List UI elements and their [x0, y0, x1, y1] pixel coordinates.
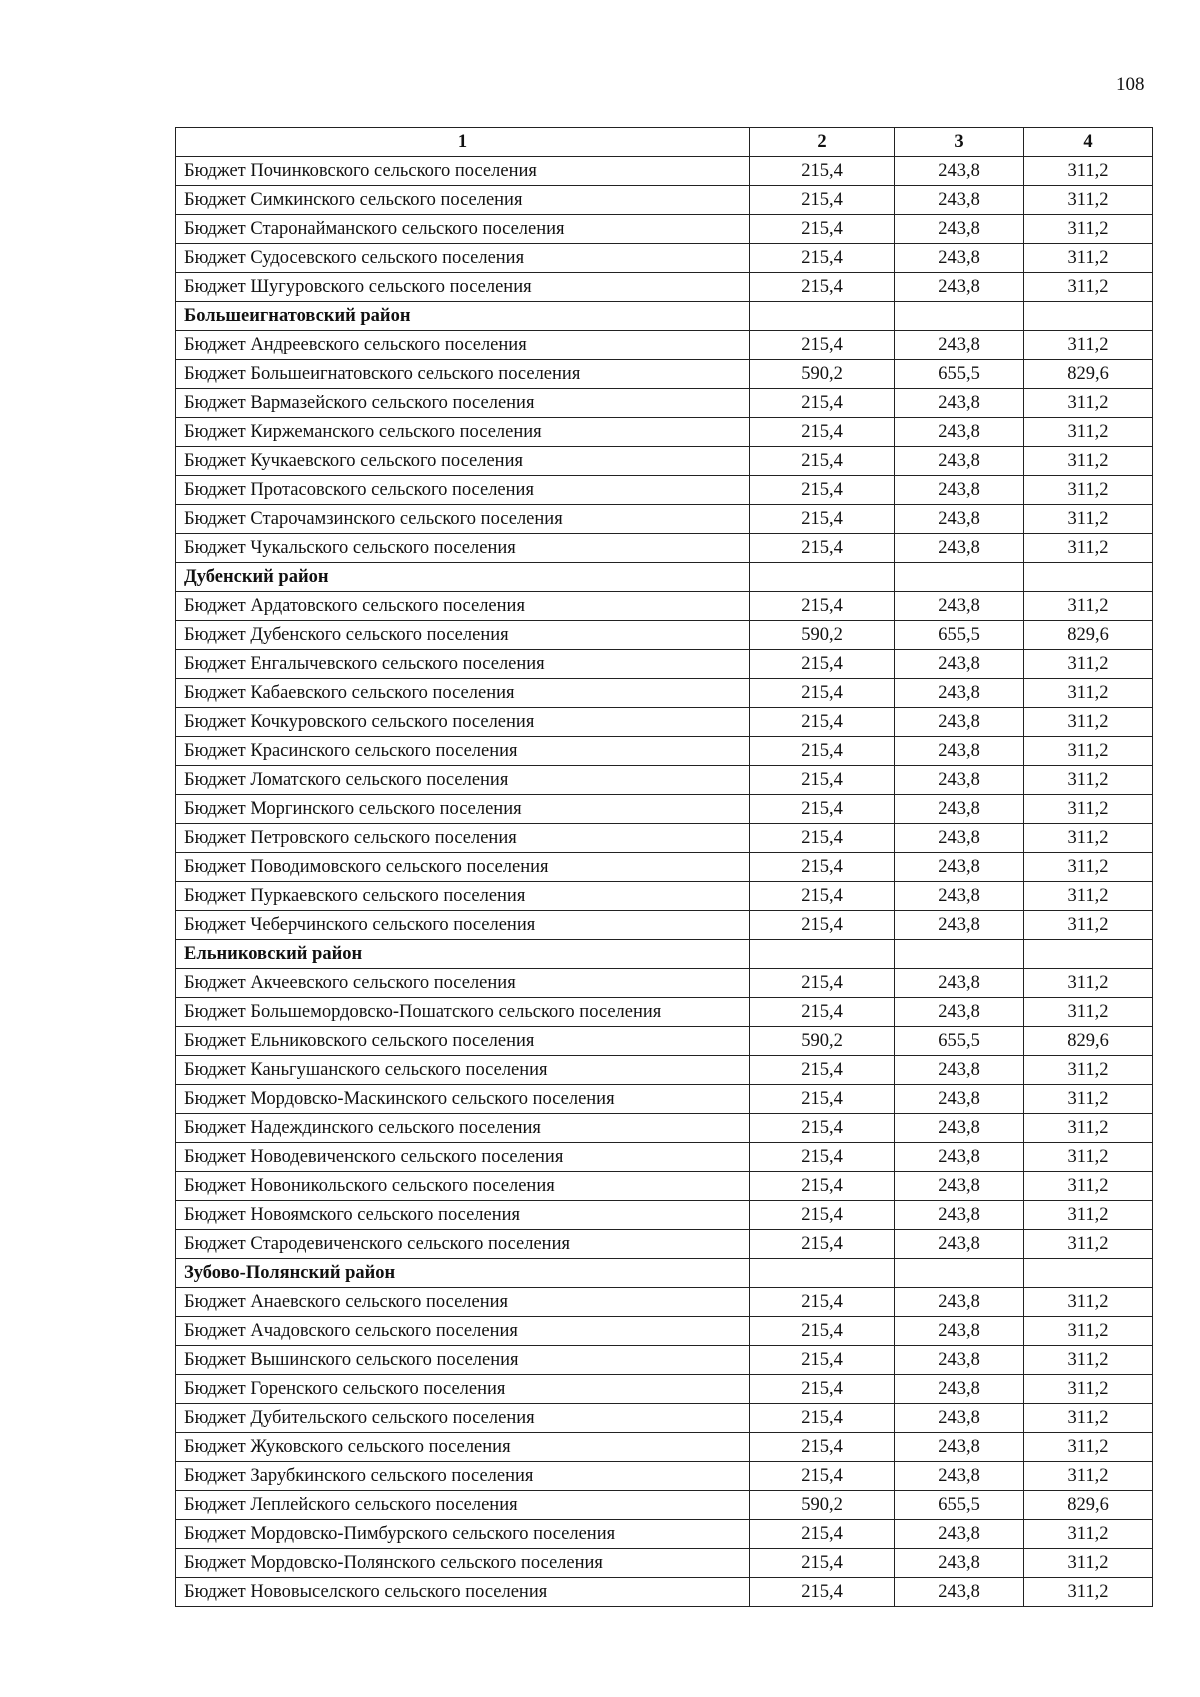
settlement-name-cell: Бюджет Киржеманского сельского поселения — [176, 418, 750, 447]
table-row — [176, 157, 1153, 186]
value-cell-col2: 215,4 — [750, 1433, 895, 1462]
value-cell-col2: 215,4 — [750, 969, 895, 998]
table-row — [176, 1056, 1153, 1085]
value-cell-col4: 311,2 — [1024, 679, 1153, 708]
settlement-name-cell: Бюджет Ломатского сельского поселения — [176, 766, 750, 795]
value-cell-col2: 215,4 — [750, 1549, 895, 1578]
value-cell-col4: 311,2 — [1024, 534, 1153, 563]
value-cell-col3: 243,8 — [895, 1201, 1024, 1230]
value-cell-col3: 243,8 — [895, 708, 1024, 737]
value-cell-col3: 243,8 — [895, 1114, 1024, 1143]
settlement-name-cell: Бюджет Моргинского сельского поселения — [176, 795, 750, 824]
value-cell-col4: 311,2 — [1024, 1230, 1153, 1259]
value-cell-col3: 243,8 — [895, 737, 1024, 766]
value-cell-col4: 311,2 — [1024, 1375, 1153, 1404]
value-cell-col2: 215,4 — [750, 331, 895, 360]
column-header-2: 2 — [750, 128, 895, 157]
value-cell-col4: 311,2 — [1024, 1172, 1153, 1201]
settlement-name-cell: Бюджет Мордовско-Маскинского сельского поселения — [176, 1085, 750, 1114]
value-cell-col4: 311,2 — [1024, 1549, 1153, 1578]
value-cell-col4: 311,2 — [1024, 1201, 1153, 1230]
value-cell-col2: 215,4 — [750, 1346, 895, 1375]
value-cell-col2: 215,4 — [750, 447, 895, 476]
settlement-name-cell: Бюджет Андреевского сельского поселения — [176, 331, 750, 360]
value-cell-col4: 311,2 — [1024, 650, 1153, 679]
value-cell-col3: 243,8 — [895, 1143, 1024, 1172]
column-header-4: 4 — [1024, 128, 1153, 157]
table-row — [176, 1491, 1153, 1520]
value-cell-col2: 215,4 — [750, 1114, 895, 1143]
value-cell-col2: 590,2 — [750, 360, 895, 389]
settlement-name-cell: Бюджет Починковского сельского поселения — [176, 157, 750, 186]
settlement-name-cell: Бюджет Кабаевского сельского поселения — [176, 679, 750, 708]
settlement-name-cell: Бюджет Вармазейского сельского поселения — [176, 389, 750, 418]
table-row — [176, 650, 1153, 679]
table-row — [176, 766, 1153, 795]
table-row — [176, 1375, 1153, 1404]
page-number: 108 — [1116, 74, 1145, 95]
table-row — [176, 592, 1153, 621]
value-cell-col2: 215,4 — [750, 592, 895, 621]
table-row — [176, 708, 1153, 737]
settlement-name-cell: Бюджет Красинского сельского поселения — [176, 737, 750, 766]
value-cell-col4: 311,2 — [1024, 1288, 1153, 1317]
table-row — [176, 1172, 1153, 1201]
district-heading-row — [176, 563, 1153, 592]
value-cell-col3: 243,8 — [895, 969, 1024, 998]
value-cell-col3: 243,8 — [895, 215, 1024, 244]
settlement-name-cell: Бюджет Протасовского сельского поселения — [176, 476, 750, 505]
table-row — [176, 795, 1153, 824]
settlement-name-cell: Бюджет Дубительского сельского поселения — [176, 1404, 750, 1433]
value-cell-col3: 243,8 — [895, 331, 1024, 360]
budget-table — [175, 127, 1153, 1607]
value-cell-col2: 215,4 — [750, 853, 895, 882]
settlement-name-cell: Бюджет Шугуровского сельского поселения — [176, 273, 750, 302]
district-name-cell: Зубово-Полянский район — [176, 1259, 750, 1288]
value-cell-col4: 311,2 — [1024, 1143, 1153, 1172]
value-cell-col2 — [750, 1259, 895, 1288]
value-cell-col4: 311,2 — [1024, 244, 1153, 273]
settlement-name-cell: Бюджет Дубенского сельского поселения — [176, 621, 750, 650]
district-name-cell: Ельниковский район — [176, 940, 750, 969]
value-cell-col2: 215,4 — [750, 824, 895, 853]
value-cell-col3: 243,8 — [895, 1375, 1024, 1404]
value-cell-col2: 215,4 — [750, 389, 895, 418]
value-cell-col2: 215,4 — [750, 882, 895, 911]
settlement-name-cell: Бюджет Вышинского сельского поселения — [176, 1346, 750, 1375]
district-heading-row — [176, 302, 1153, 331]
value-cell-col3: 243,8 — [895, 1346, 1024, 1375]
value-cell-col4: 311,2 — [1024, 505, 1153, 534]
value-cell-col3: 243,8 — [895, 592, 1024, 621]
value-cell-col4: 311,2 — [1024, 1114, 1153, 1143]
settlement-name-cell: Бюджет Анаевского сельского поселения — [176, 1288, 750, 1317]
value-cell-col4 — [1024, 1259, 1153, 1288]
value-cell-col2: 215,4 — [750, 708, 895, 737]
settlement-name-cell: Бюджет Нововыселского сельского поселения — [176, 1578, 750, 1607]
settlement-name-cell: Бюджет Мордовско-Пимбурского сельского поселения — [176, 1520, 750, 1549]
value-cell-col3: 243,8 — [895, 447, 1024, 476]
table-row — [176, 1230, 1153, 1259]
value-cell-col3: 243,8 — [895, 244, 1024, 273]
value-cell-col4: 311,2 — [1024, 418, 1153, 447]
value-cell-col3: 243,8 — [895, 505, 1024, 534]
settlement-name-cell: Бюджет Судосевского сельского поселения — [176, 244, 750, 273]
table-row — [176, 969, 1153, 998]
value-cell-col2 — [750, 302, 895, 331]
district-heading-row — [176, 1259, 1153, 1288]
table-row — [176, 1346, 1153, 1375]
value-cell-col2: 215,4 — [750, 1056, 895, 1085]
value-cell-col2: 215,4 — [750, 186, 895, 215]
value-cell-col3: 243,8 — [895, 853, 1024, 882]
settlement-name-cell: Бюджет Акчеевского сельского поселения — [176, 969, 750, 998]
value-cell-col2: 215,4 — [750, 679, 895, 708]
table-body — [176, 157, 1153, 1607]
table-row — [176, 534, 1153, 563]
settlement-name-cell: Бюджет Енгалычевского сельского поселения — [176, 650, 750, 679]
value-cell-col4 — [1024, 302, 1153, 331]
value-cell-col4 — [1024, 563, 1153, 592]
value-cell-col3 — [895, 563, 1024, 592]
table-row — [176, 1201, 1153, 1230]
table-row — [176, 998, 1153, 1027]
value-cell-col3: 243,8 — [895, 1230, 1024, 1259]
table-row — [176, 360, 1153, 389]
settlement-name-cell: Бюджет Старочамзинского сельского поселения — [176, 505, 750, 534]
table-row — [176, 447, 1153, 476]
value-cell-col4: 311,2 — [1024, 1578, 1153, 1607]
value-cell-col4: 311,2 — [1024, 215, 1153, 244]
value-cell-col3: 243,8 — [895, 273, 1024, 302]
settlement-name-cell: Бюджет Новодевиченского сельского поселения — [176, 1143, 750, 1172]
settlement-name-cell: Бюджет Кучкаевского сельского поселения — [176, 447, 750, 476]
settlement-name-cell: Бюджет Петровского сельского поселения — [176, 824, 750, 853]
table-row — [176, 418, 1153, 447]
value-cell-col2: 215,4 — [750, 215, 895, 244]
settlement-name-cell: Бюджет Большеигнатовского сельского поселения — [176, 360, 750, 389]
value-cell-col2 — [750, 940, 895, 969]
table-row — [176, 621, 1153, 650]
table-row — [176, 1288, 1153, 1317]
value-cell-col2 — [750, 563, 895, 592]
value-cell-col3: 243,8 — [895, 1520, 1024, 1549]
value-cell-col3: 243,8 — [895, 534, 1024, 563]
value-cell-col3: 243,8 — [895, 418, 1024, 447]
value-cell-col2: 215,4 — [750, 157, 895, 186]
value-cell-col2: 215,4 — [750, 1375, 895, 1404]
table-row — [176, 273, 1153, 302]
value-cell-col2: 215,4 — [750, 1462, 895, 1491]
value-cell-col2: 215,4 — [750, 737, 895, 766]
table-row — [176, 1143, 1153, 1172]
settlement-name-cell: Бюджет Симкинского сельского поселения — [176, 186, 750, 215]
value-cell-col3: 243,8 — [895, 1433, 1024, 1462]
table-row — [176, 882, 1153, 911]
settlement-name-cell: Бюджет Стародевиченского сельского поселения — [176, 1230, 750, 1259]
settlement-name-cell: Бюджет Новоямского сельского поселения — [176, 1201, 750, 1230]
table-row — [176, 1462, 1153, 1491]
value-cell-col4: 311,2 — [1024, 708, 1153, 737]
value-cell-col2: 215,4 — [750, 1143, 895, 1172]
value-cell-col4: 311,2 — [1024, 331, 1153, 360]
value-cell-col2: 215,4 — [750, 534, 895, 563]
settlement-name-cell: Бюджет Каньгушанского сельского поселения — [176, 1056, 750, 1085]
settlement-name-cell: Бюджет Горенского сельского поселения — [176, 1375, 750, 1404]
value-cell-col4: 311,2 — [1024, 824, 1153, 853]
value-cell-col3: 243,8 — [895, 650, 1024, 679]
settlement-name-cell: Бюджет Чеберчинского сельского поселения — [176, 911, 750, 940]
district-name-cell: Большеигнатовский район — [176, 302, 750, 331]
table-row — [176, 853, 1153, 882]
value-cell-col2: 215,4 — [750, 476, 895, 505]
value-cell-col4: 311,2 — [1024, 1056, 1153, 1085]
value-cell-col3: 243,8 — [895, 157, 1024, 186]
table-row — [176, 505, 1153, 534]
settlement-name-cell: Бюджет Поводимовского сельского поселения — [176, 853, 750, 882]
value-cell-col4: 311,2 — [1024, 853, 1153, 882]
value-cell-col3: 243,8 — [895, 389, 1024, 418]
value-cell-col2: 215,4 — [750, 273, 895, 302]
value-cell-col4: 311,2 — [1024, 1462, 1153, 1491]
value-cell-col3: 243,8 — [895, 795, 1024, 824]
table-row — [176, 389, 1153, 418]
table-row — [176, 331, 1153, 360]
table-row — [176, 737, 1153, 766]
value-cell-col4: 311,2 — [1024, 1346, 1153, 1375]
table-row — [176, 244, 1153, 273]
value-cell-col3: 655,5 — [895, 621, 1024, 650]
value-cell-col4: 829,6 — [1024, 621, 1153, 650]
value-cell-col4: 311,2 — [1024, 998, 1153, 1027]
table-row — [176, 1520, 1153, 1549]
table-row — [176, 1404, 1153, 1433]
value-cell-col4: 829,6 — [1024, 360, 1153, 389]
value-cell-col2: 215,4 — [750, 1230, 895, 1259]
settlement-name-cell: Бюджет Большемордовско-Пошатского сельского поселения — [176, 998, 750, 1027]
value-cell-col2: 215,4 — [750, 1317, 895, 1346]
table-row — [176, 1549, 1153, 1578]
settlement-name-cell: Бюджет Пуркаевского сельского поселения — [176, 882, 750, 911]
value-cell-col2: 215,4 — [750, 1288, 895, 1317]
value-cell-col2: 215,4 — [750, 1404, 895, 1433]
settlement-name-cell: Бюджет Ельниковского сельского поселения — [176, 1027, 750, 1056]
table-row — [176, 1433, 1153, 1462]
value-cell-col4: 829,6 — [1024, 1027, 1153, 1056]
settlement-name-cell: Бюджет Чукальского сельского поселения — [176, 534, 750, 563]
value-cell-col2: 590,2 — [750, 1027, 895, 1056]
value-cell-col3: 243,8 — [895, 766, 1024, 795]
value-cell-col4: 311,2 — [1024, 766, 1153, 795]
table-row — [176, 215, 1153, 244]
value-cell-col2: 215,4 — [750, 766, 895, 795]
value-cell-col3: 655,5 — [895, 360, 1024, 389]
value-cell-col3: 243,8 — [895, 1056, 1024, 1085]
value-cell-col2: 215,4 — [750, 1085, 895, 1114]
table-row — [176, 1027, 1153, 1056]
value-cell-col3: 243,8 — [895, 1462, 1024, 1491]
value-cell-col4: 311,2 — [1024, 1433, 1153, 1462]
value-cell-col3 — [895, 940, 1024, 969]
table-row — [176, 186, 1153, 215]
value-cell-col4: 311,2 — [1024, 911, 1153, 940]
value-cell-col2: 215,4 — [750, 1172, 895, 1201]
district-name-cell: Дубенский район — [176, 563, 750, 592]
table-row — [176, 824, 1153, 853]
value-cell-col4: 311,2 — [1024, 1520, 1153, 1549]
value-cell-col4: 311,2 — [1024, 1317, 1153, 1346]
table-row — [176, 1114, 1153, 1143]
settlement-name-cell: Бюджет Новоникольского сельского поселения — [176, 1172, 750, 1201]
value-cell-col4: 311,2 — [1024, 592, 1153, 621]
value-cell-col3: 655,5 — [895, 1027, 1024, 1056]
settlement-name-cell: Бюджет Мордовско-Полянского сельского поселения — [176, 1549, 750, 1578]
value-cell-col3: 243,8 — [895, 911, 1024, 940]
table-row — [176, 1085, 1153, 1114]
value-cell-col4 — [1024, 940, 1153, 969]
value-cell-col4: 311,2 — [1024, 737, 1153, 766]
value-cell-col3: 243,8 — [895, 882, 1024, 911]
value-cell-col4: 311,2 — [1024, 1085, 1153, 1114]
settlement-name-cell: Бюджет Ачадовского сельского поселения — [176, 1317, 750, 1346]
value-cell-col3 — [895, 1259, 1024, 1288]
value-cell-col2: 590,2 — [750, 1491, 895, 1520]
settlement-name-cell: Бюджет Ардатовского сельского поселения — [176, 592, 750, 621]
value-cell-col4: 311,2 — [1024, 795, 1153, 824]
value-cell-col3: 243,8 — [895, 824, 1024, 853]
value-cell-col2: 215,4 — [750, 1201, 895, 1230]
value-cell-col2: 590,2 — [750, 621, 895, 650]
table-row — [176, 679, 1153, 708]
value-cell-col3: 243,8 — [895, 1317, 1024, 1346]
value-cell-col3 — [895, 302, 1024, 331]
settlement-name-cell: Бюджет Жуковского сельского поселения — [176, 1433, 750, 1462]
value-cell-col2: 215,4 — [750, 244, 895, 273]
table-row — [176, 1317, 1153, 1346]
value-cell-col3: 243,8 — [895, 186, 1024, 215]
table-row — [176, 1578, 1153, 1607]
value-cell-col3: 243,8 — [895, 476, 1024, 505]
value-cell-col2: 215,4 — [750, 911, 895, 940]
value-cell-col3: 243,8 — [895, 1549, 1024, 1578]
value-cell-col4: 311,2 — [1024, 157, 1153, 186]
settlement-name-cell: Бюджет Зарубкинского сельского поселения — [176, 1462, 750, 1491]
table-row — [176, 911, 1153, 940]
district-heading-row — [176, 940, 1153, 969]
value-cell-col4: 311,2 — [1024, 186, 1153, 215]
column-header-1: 1 — [176, 128, 750, 157]
settlement-name-cell: Бюджет Леплейского сельского поселения — [176, 1491, 750, 1520]
value-cell-col3: 243,8 — [895, 1172, 1024, 1201]
value-cell-col4: 311,2 — [1024, 447, 1153, 476]
value-cell-col4: 829,6 — [1024, 1491, 1153, 1520]
settlement-name-cell: Бюджет Старонайманского сельского поселения — [176, 215, 750, 244]
value-cell-col2: 215,4 — [750, 505, 895, 534]
value-cell-col4: 311,2 — [1024, 969, 1153, 998]
value-cell-col3: 243,8 — [895, 998, 1024, 1027]
value-cell-col3: 243,8 — [895, 1085, 1024, 1114]
value-cell-col3: 243,8 — [895, 679, 1024, 708]
value-cell-col3: 655,5 — [895, 1491, 1024, 1520]
settlement-name-cell: Бюджет Кочкуровского сельского поселения — [176, 708, 750, 737]
settlement-name-cell: Бюджет Надеждинского сельского поселения — [176, 1114, 750, 1143]
table-row — [176, 476, 1153, 505]
value-cell-col2: 215,4 — [750, 1578, 895, 1607]
value-cell-col4: 311,2 — [1024, 1404, 1153, 1433]
value-cell-col4: 311,2 — [1024, 882, 1153, 911]
value-cell-col2: 215,4 — [750, 998, 895, 1027]
column-header-3: 3 — [895, 128, 1024, 157]
value-cell-col4: 311,2 — [1024, 476, 1153, 505]
value-cell-col3: 243,8 — [895, 1404, 1024, 1433]
value-cell-col2: 215,4 — [750, 418, 895, 447]
value-cell-col4: 311,2 — [1024, 273, 1153, 302]
value-cell-col2: 215,4 — [750, 650, 895, 679]
table-header-row — [176, 128, 1153, 157]
value-cell-col3: 243,8 — [895, 1578, 1024, 1607]
value-cell-col4: 311,2 — [1024, 389, 1153, 418]
value-cell-col2: 215,4 — [750, 795, 895, 824]
value-cell-col3: 243,8 — [895, 1288, 1024, 1317]
value-cell-col2: 215,4 — [750, 1520, 895, 1549]
